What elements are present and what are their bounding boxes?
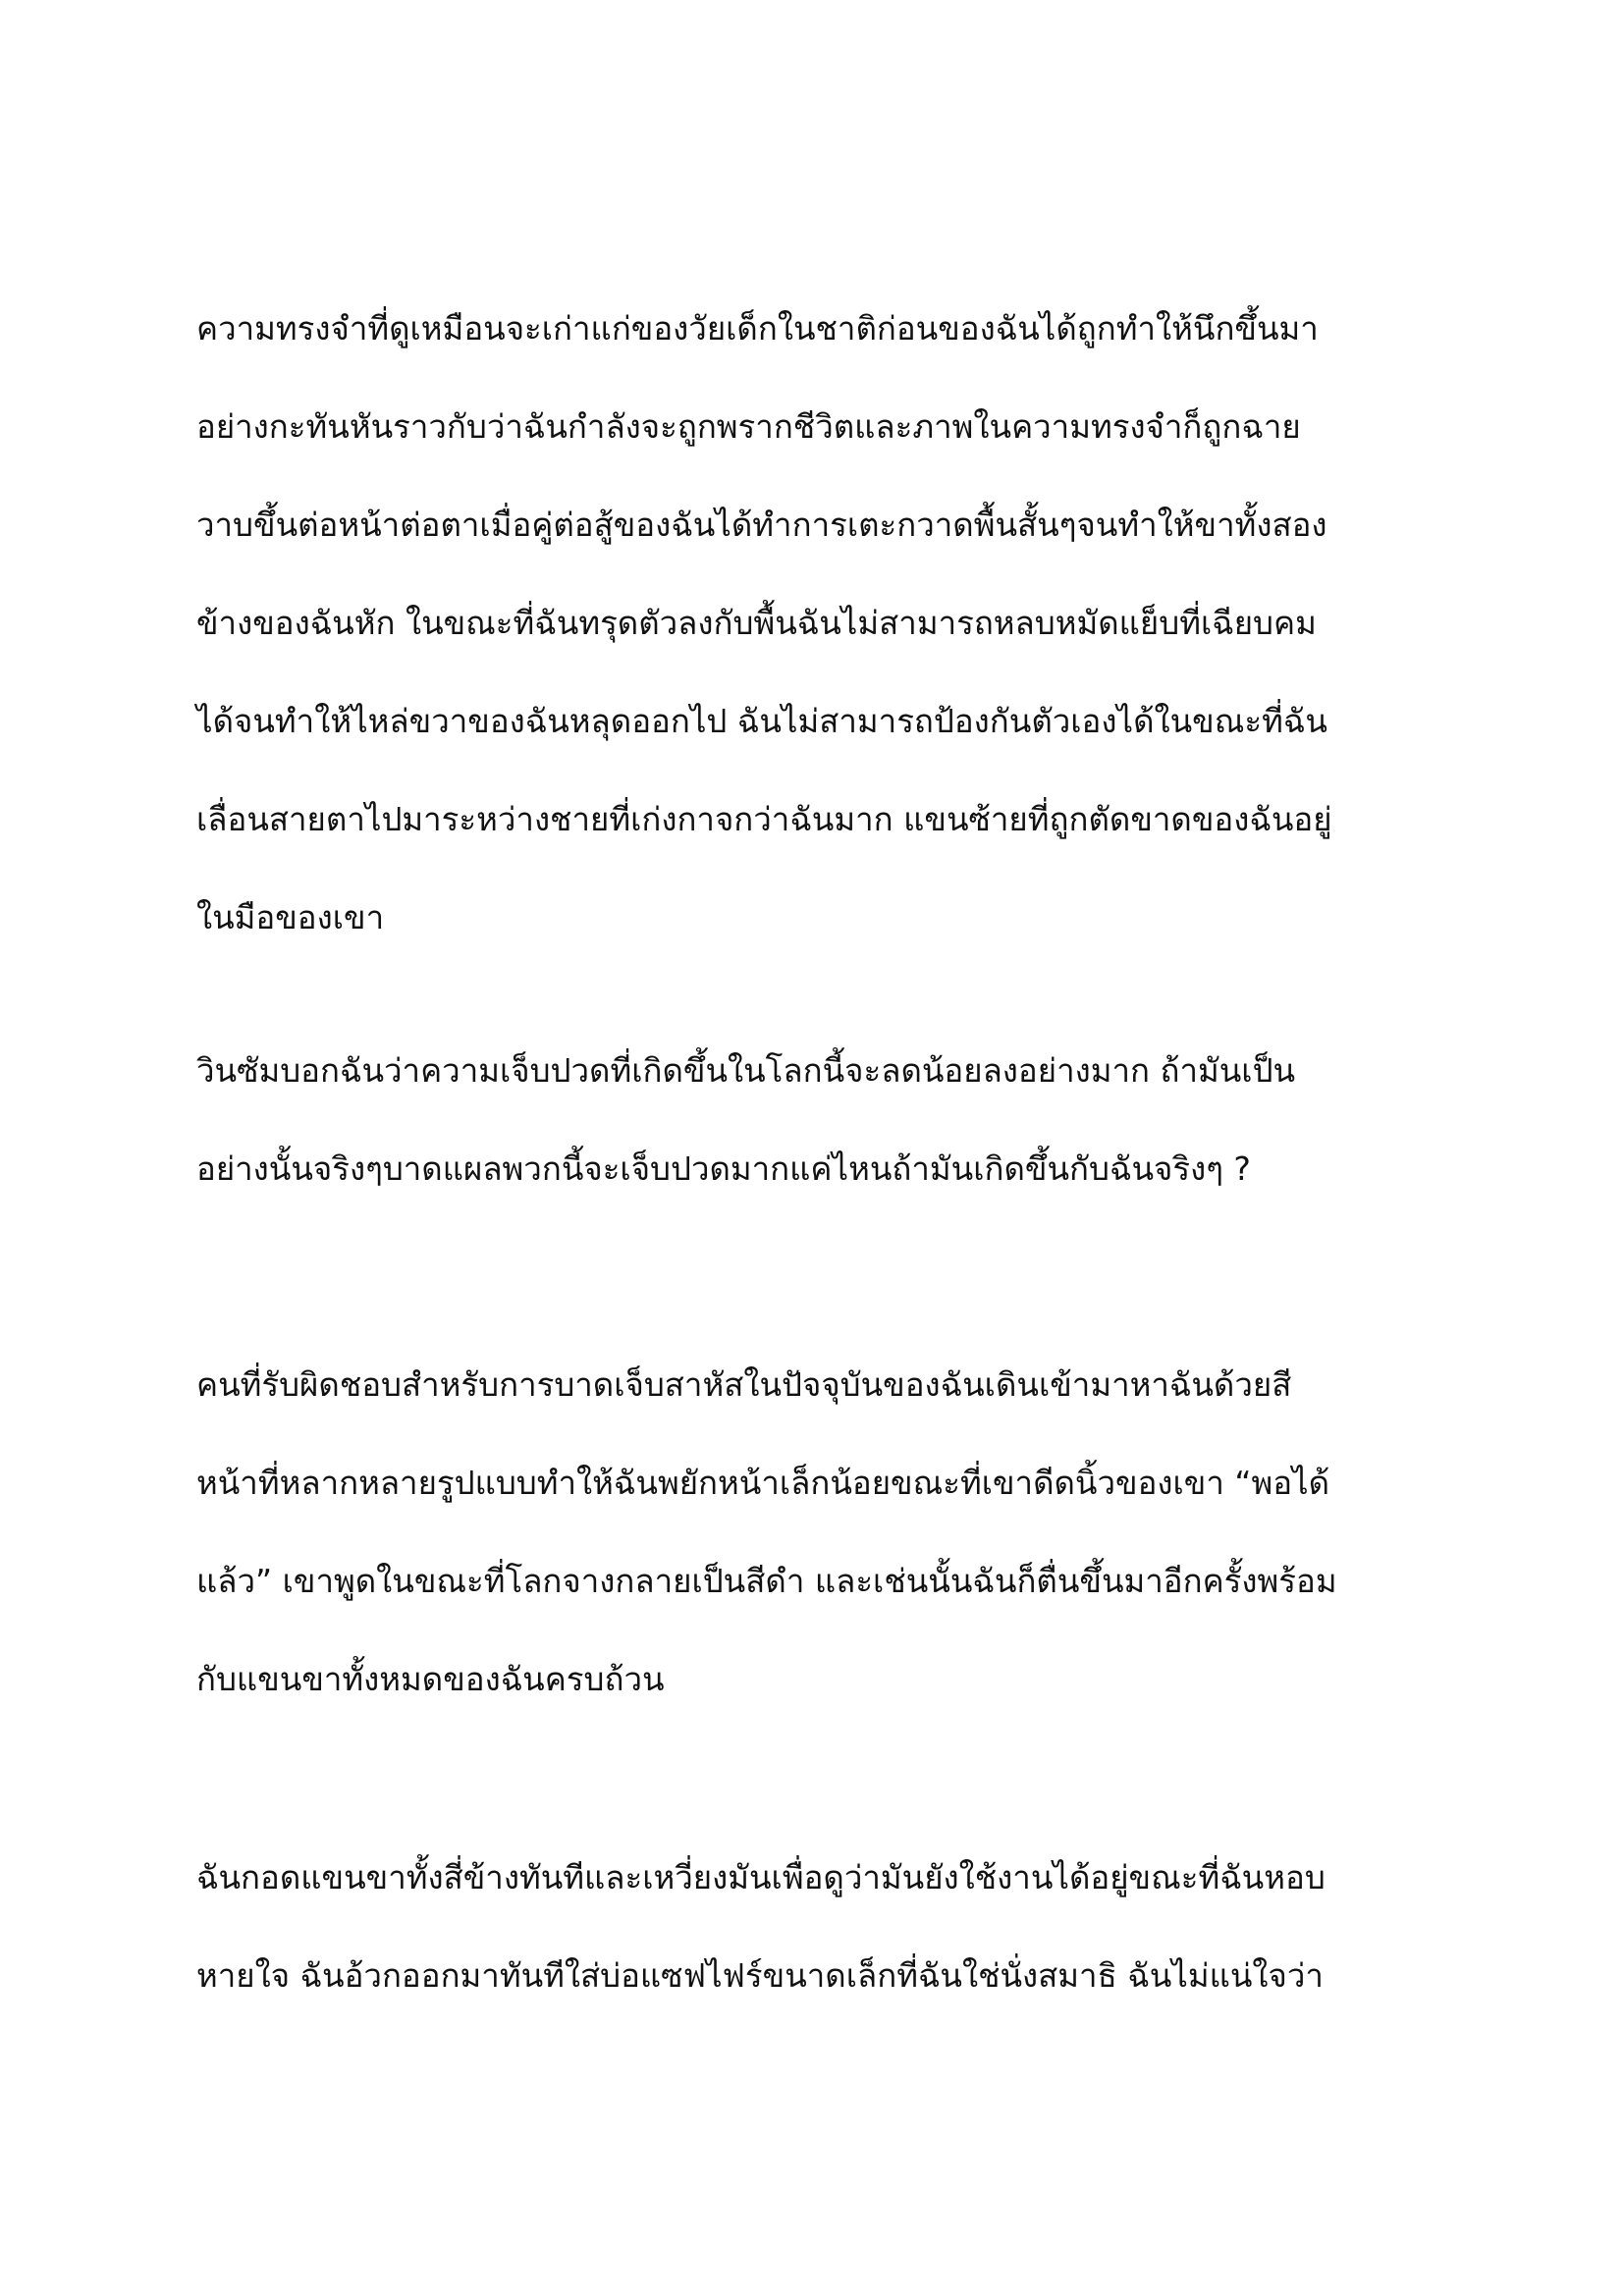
paragraph-line: คนที่รับผิดชอบสำหรับการบาดเจ็บสาหัสในปัจจุบันของฉันเดินเข้ามาหาฉันด้วยสี	[196, 1365, 1292, 1404]
paragraph-line: หน้าที่หลากหลายรูปแบบทำให้ฉันพยักหน้าเล็กน้อยขณะที่เขาดีดนิ้วของเขา “พอได้	[196, 1464, 1330, 1502]
paragraph-line: ฉันกอดแขนขาทั้งสี่ข้างทันทีและเหวี่ยงมันเพื่อดูว่ามันยังใช้งานได้อยู่ขณะที่ฉันหอบ	[196, 1858, 1326, 1896]
paragraph-line: ในมือของเขา	[196, 898, 385, 936]
paragraph-line: กับแขนขาทั้งหมดของฉันครบถ้วน	[196, 1660, 665, 1698]
paragraph-line: เลื่อนสายตาไปมาระหว่างชายที่เก่งกาจกว่าฉันมาก แขนซ้ายที่ถูกตัดขาดของฉันอยู่	[196, 800, 1332, 838]
paragraph-line: ได้จนทำให้ไหล่ขวาของฉันหลุดออกไป ฉันไม่สามารถป้องกันตัวเองได้ในขณะที่ฉัน	[196, 702, 1327, 740]
paragraph-line: วินซัมบอกฉันว่าความเจ็บปวดที่เกิดขึ้นในโลกนี้จะลดน้อยลงอย่างมาก ถ้ามันเป็น	[196, 1051, 1296, 1090]
paragraph-line: หายใจ ฉันอ้วกออกมาทันทีใส่บ่อแซฟไฟร์ขนาดเล็กที่ฉันใช่นั่งสมาธิ ฉันไม่แน่ใจว่า	[196, 1956, 1324, 1995]
paragraph-line: ข้างของฉันหัก ในขณะที่ฉันทรุดตัวลงกับพื้นฉันไม่สามารถหลบหมัดแย็บที่เฉียบคม	[196, 604, 1317, 642]
paragraph-line: วาบขึ้นต่อหน้าต่อตาเมื่อคู่ต่อสู้ของฉันได้ทำการเตะกวาดพื้นสั้นๆจนทำให้ขาทั้งสอง	[196, 506, 1327, 544]
paragraph-line: แล้ว” เขาพูดในขณะที่โลกจางกลายเป็นสีดำ และเช่นนั้นฉันก็ตื่นขึ้นมาอีกครั้งพร้อม	[196, 1562, 1337, 1600]
paragraph-line: ความทรงจำที่ดูเหมือนจะเก่าแก่ของวัยเด็กในชาติก่อนของฉันได้ถูกทำให้นึกขึ้นมา	[196, 309, 1319, 347]
paragraph-line: อย่างนั้นจริงๆบาดแผลพวกนี้จะเจ็บปวดมากแค่ไหนถ้ามันเกิดขึ้นกับฉันจริงๆ ?	[196, 1149, 1251, 1188]
paragraph-line: อย่างกะทันหันราวกับว่าฉันกำลังจะถูกพรากชีวิตและภาพในความทรงจำก็ถูกฉาย	[196, 407, 1301, 446]
